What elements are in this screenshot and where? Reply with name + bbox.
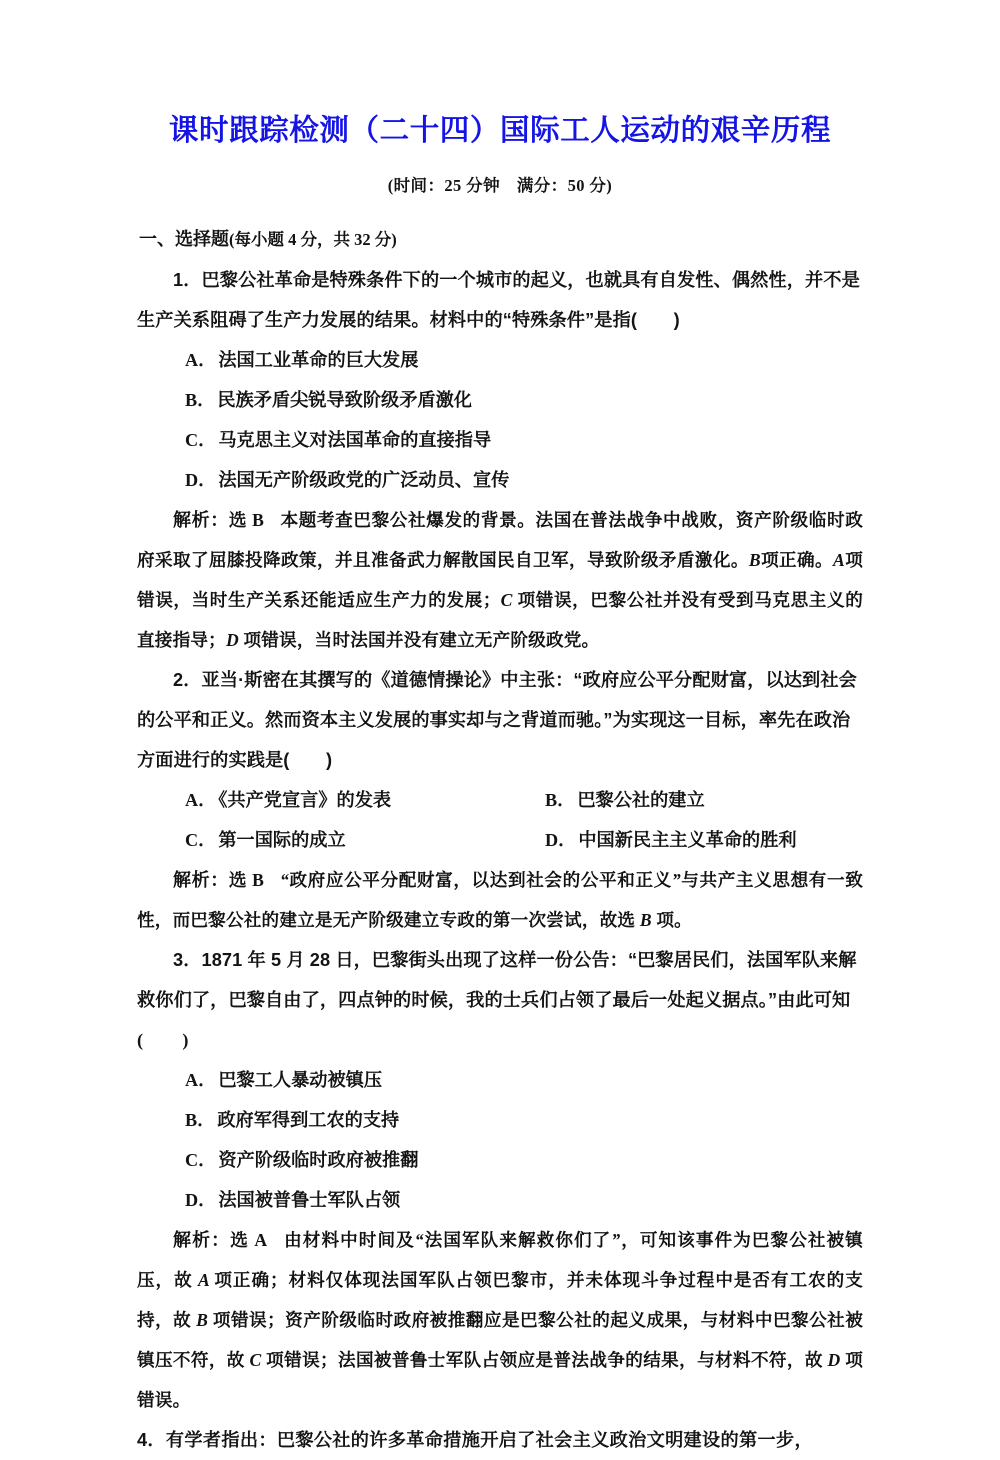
option-label: B． — [185, 389, 216, 410]
option-label: D． — [185, 1189, 217, 1210]
question-2-stem-line-1: 2．亚当·斯密在其撰写的《道德情操论》中主张：“政府应公平分配财富，以达到社会 — [173, 669, 857, 690]
question-1-stem-line-1: 1．巴黎公社革命是特殊条件下的一个城市的起义，也就具有自发性、偶然性，并不是 — [173, 269, 860, 290]
exam-meta-subtitle: (时间：25 分钟 满分：50 分) — [387, 175, 613, 195]
option-label: D． — [545, 829, 577, 850]
option-text: 民族矛盾尖锐导致阶级矛盾激化 — [217, 389, 472, 410]
option-text: 政府军得到工农的支持 — [217, 1109, 400, 1130]
question-2-option-row-1 — [137, 780, 863, 820]
section-heading-sub: (每小题 4 分，共 32 分) — [229, 229, 397, 249]
explanation-answer: 选 B — [228, 869, 265, 890]
question-1-option-d[interactable] — [137, 460, 863, 500]
question-2-stem-line-2: 的公平和正义。然而资本主义发展的事实却与之背道而驰。”为实现这一目标，率先在政治 — [137, 709, 851, 730]
question-3-stem-line-3: ( ) — [137, 1029, 190, 1050]
question-3-option-b[interactable] — [137, 1100, 863, 1140]
explanation-body: 由材料中时间及“法国军队来解救你们了”，可知该事件为巴黎公社被镇压，故 A 项正确；材料仅体现法国军队占领巴黎市，并未体现斗争过程中是否有工农的支持，故 B 项错误；资产阶级临时政府被推翻应是巴黎公社的起义成果，与材料中巴黎公社被镇压不符，故 C 项错误；法国被普鲁士军队占领应是普法战争的结果，与材料不符，故 D 项错误。 — [137, 1229, 863, 1410]
question-2-option-d[interactable] — [545, 820, 797, 860]
question-2-option-b[interactable] — [545, 780, 705, 820]
explanation-tag: 解析： — [173, 1229, 231, 1250]
option-text: 法国工业革命的巨大发展 — [218, 349, 419, 370]
option-label: D． — [185, 469, 217, 490]
question-2-option-c[interactable] — [185, 820, 346, 860]
explanation-tag: 解析： — [173, 869, 229, 890]
question-3-option-d[interactable] — [137, 1180, 863, 1220]
option-label: C． — [185, 1149, 217, 1170]
option-label: B． — [545, 789, 576, 810]
page-title: 课时跟踪检测（二十四）国际工人运动的艰辛历程 — [168, 114, 832, 147]
option-text: 《共产党宣言》的发表 — [218, 789, 392, 810]
option-label: A． — [185, 1069, 217, 1090]
question-2-explanation — [137, 860, 863, 940]
option-label: C． — [185, 829, 217, 850]
question-3-stem-line-1: 3．1871 年 5 月 28 日，巴黎街头出现了这样一份公告：“巴黎居民们，法国军队来解 — [173, 949, 857, 970]
question-1-stem-line-2: 生产关系阻碍了生产力发展的结果。材料中的“特殊条件”是指( ) — [137, 309, 680, 330]
question-3-option-a[interactable] — [137, 1060, 863, 1100]
question-1-option-a[interactable] — [137, 340, 863, 380]
question-2-option-a[interactable] — [185, 780, 391, 820]
explanation-tag: 解析： — [173, 509, 229, 530]
section-heading-main: 一、选择题 — [139, 228, 229, 249]
question-1-option-c[interactable] — [137, 420, 863, 460]
question-2-option-row-2 — [137, 820, 863, 860]
option-text: 巴黎公社的建立 — [577, 789, 705, 810]
option-label: B． — [185, 1109, 216, 1130]
question-2-stem-line-3: 方面进行的实践是( ) — [137, 749, 333, 770]
section-heading — [137, 196, 863, 260]
option-text: 第一国际的成立 — [218, 829, 346, 850]
option-text: 法国无产阶级政党的广泛动员、宣传 — [218, 469, 510, 490]
option-label: A． — [185, 349, 217, 370]
question-3-option-c[interactable] — [137, 1140, 863, 1180]
page-content — [137, 0, 863, 1460]
question-4-stem-line-1: 4．有学者指出：巴黎公社的许多革命措施开启了社会主义政治文明建设的第一步， — [137, 1429, 813, 1450]
question-3-explanation — [137, 1220, 863, 1420]
explanation-answer: 选 B — [228, 509, 265, 530]
question-1-explanation — [137, 500, 863, 660]
option-label: A． — [185, 789, 217, 810]
option-label: C． — [185, 429, 217, 450]
option-text: 中国新民主主义革命的胜利 — [578, 829, 797, 850]
option-text: 马克思主义对法国革命的直接指导 — [218, 429, 492, 450]
option-text: 法国被普鲁士军队占领 — [218, 1189, 401, 1210]
explanation-body: “政府应公平分配财富，以达到社会的公平和正义”与共产主义思想有一致性，而巴黎公社的建立是无产阶级建立专政的第一次尝试，故选 B 项。 — [137, 869, 863, 930]
question-1-option-b[interactable] — [137, 380, 863, 420]
option-text: 巴黎工人暴动被镇压 — [218, 1069, 383, 1090]
question-3-stem-line-2: 救你们了，巴黎自由了，四点钟的时候，我的士兵们占领了最后一处起义据点。”由此可知 — [137, 989, 851, 1010]
option-text: 资产阶级临时政府被推翻 — [218, 1149, 419, 1170]
explanation-body: 本题考查巴黎公社爆发的背景。法国在普法战争中战败，资产阶级临时政府采取了屈膝投降政策，并且准备武力解散国民自卫军，导致阶级矛盾激化。B项正确。A项错误，当时生产关系还能适应生产力的发展；C 项错误，巴黎公社并没有受到马克思主义的直接指导；D 项错误，当时法国并没有建立无产阶级政党。 — [137, 509, 864, 650]
explanation-answer: 选 A — [230, 1229, 268, 1250]
